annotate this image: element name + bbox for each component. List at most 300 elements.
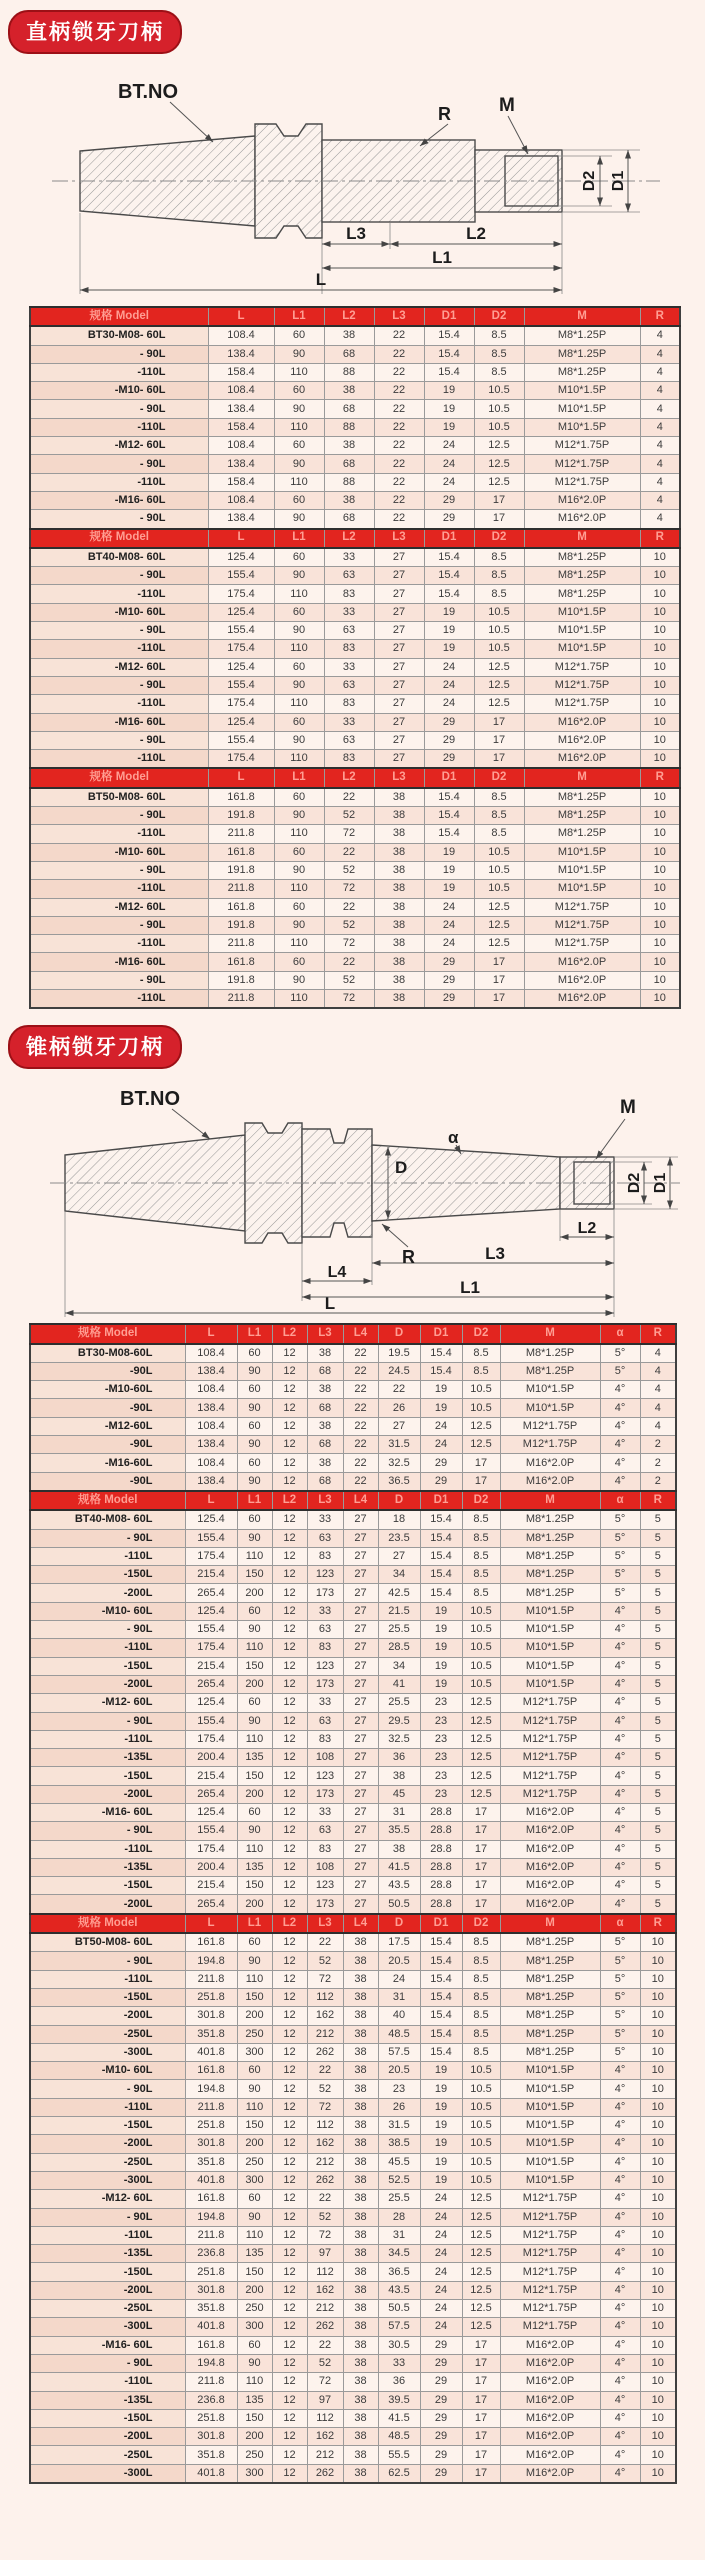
value-cell: 10 xyxy=(640,2208,676,2226)
value-cell: 4 xyxy=(640,491,680,509)
column-header: 规格 Model xyxy=(30,768,208,787)
model-cell: -M16- 60L xyxy=(30,1804,185,1822)
value-cell: 161.8 xyxy=(208,788,274,807)
value-cell: 5 xyxy=(640,1657,676,1675)
value-cell: 17 xyxy=(462,1454,500,1472)
value-cell: 27 xyxy=(343,1657,378,1675)
value-cell: 12.5 xyxy=(474,898,524,916)
value-cell: 4° xyxy=(600,2300,640,2318)
value-cell: 138.4 xyxy=(208,455,274,473)
value-cell: 12 xyxy=(272,1510,307,1529)
value-cell: 19 xyxy=(424,843,474,861)
model-cell: -110L xyxy=(30,2373,185,2391)
model-cell: - 90L xyxy=(30,1529,185,1547)
value-cell: 10 xyxy=(640,713,680,731)
value-cell: 15.4 xyxy=(420,2043,462,2061)
value-cell: 34.5 xyxy=(378,2245,420,2263)
model-cell: -110L xyxy=(30,640,208,658)
value-cell: M16*2.0P xyxy=(500,1858,600,1876)
value-cell: 10 xyxy=(640,788,680,807)
value-cell: 29 xyxy=(424,971,474,989)
value-cell: M10*1.5P xyxy=(500,2098,600,2116)
value-cell: 301.8 xyxy=(185,2281,237,2299)
value-cell: 17.5 xyxy=(378,1933,420,1952)
value-cell: 90 xyxy=(274,400,324,418)
value-cell: 90 xyxy=(274,807,324,825)
value-cell: 110 xyxy=(237,2098,272,2116)
value-cell: 23 xyxy=(420,1749,462,1767)
value-cell: 155.4 xyxy=(185,1712,237,1730)
value-cell: 17 xyxy=(474,510,524,529)
value-cell: 5° xyxy=(600,1566,640,1584)
value-cell: 27 xyxy=(343,1547,378,1565)
value-cell: 110 xyxy=(274,418,324,436)
column-header: D2 xyxy=(474,307,524,326)
value-cell: 194.8 xyxy=(185,1952,237,1970)
table-row xyxy=(30,1362,676,1380)
value-cell: 4 xyxy=(640,400,680,418)
value-cell: 251.8 xyxy=(185,2117,237,2135)
value-cell: 4° xyxy=(600,1472,640,1491)
value-cell: 22 xyxy=(374,473,424,491)
value-cell: 33 xyxy=(378,2354,420,2372)
table-row xyxy=(30,731,680,749)
value-cell: 27 xyxy=(343,1767,378,1785)
value-cell: 72 xyxy=(324,880,374,898)
value-cell: 28.8 xyxy=(420,1877,462,1895)
value-cell: 5° xyxy=(600,2007,640,2025)
model-cell: -250L xyxy=(30,2153,185,2171)
value-cell: 12.5 xyxy=(462,1712,500,1730)
value-cell: 5° xyxy=(600,1510,640,1529)
label-l3: L3 xyxy=(485,1244,505,1264)
value-cell: 24 xyxy=(424,916,474,934)
table-header-row xyxy=(30,529,680,548)
value-cell: 43.5 xyxy=(378,1877,420,1895)
value-cell: 63 xyxy=(307,1529,343,1547)
value-cell: 4 xyxy=(640,1399,676,1417)
model-cell: -110L xyxy=(30,1547,185,1565)
value-cell: M10*1.5P xyxy=(500,1621,600,1639)
value-cell: 5 xyxy=(640,1712,676,1730)
value-cell: 10 xyxy=(640,1988,676,2006)
model-cell: -150L xyxy=(30,2117,185,2135)
value-cell: 27 xyxy=(374,640,424,658)
table-row xyxy=(30,363,680,381)
value-cell: 4 xyxy=(640,1381,676,1399)
value-cell: 4° xyxy=(600,1621,640,1639)
value-cell: 10.5 xyxy=(474,603,524,621)
model-cell: -110L xyxy=(30,825,208,843)
value-cell: 19 xyxy=(420,1381,462,1399)
model-cell: -250L xyxy=(30,2300,185,2318)
value-cell: 41.5 xyxy=(378,2409,420,2427)
value-cell: 108.4 xyxy=(185,1454,237,1472)
model-cell: - 90L xyxy=(30,2208,185,2226)
value-cell: 48.5 xyxy=(378,2025,420,2043)
value-cell: 38 xyxy=(343,1933,378,1952)
value-cell: 23.5 xyxy=(378,1529,420,1547)
value-cell: 28.8 xyxy=(420,1840,462,1858)
value-cell: 15.4 xyxy=(424,363,474,381)
value-cell: 10.5 xyxy=(474,418,524,436)
value-cell: 38 xyxy=(374,825,424,843)
value-cell: 12 xyxy=(272,1602,307,1620)
table-header-row xyxy=(30,1914,676,1933)
section1-title-badge: 直柄锁牙刀柄 xyxy=(8,10,182,54)
value-cell: 35.5 xyxy=(378,1822,420,1840)
value-cell: 31 xyxy=(378,2226,420,2244)
value-cell: 110 xyxy=(274,695,324,713)
value-cell: M10*1.5P xyxy=(500,1602,600,1620)
column-header: α xyxy=(600,1491,640,1510)
value-cell: 108.4 xyxy=(185,1344,237,1363)
model-cell: -M12-60L xyxy=(30,1417,185,1435)
value-cell: 27 xyxy=(374,622,424,640)
value-cell: 12 xyxy=(272,1472,307,1491)
value-cell: 4° xyxy=(600,2354,640,2372)
value-cell: 60 xyxy=(274,603,324,621)
column-header: L1 xyxy=(237,1491,272,1510)
value-cell: 72 xyxy=(324,935,374,953)
table-row xyxy=(30,2245,676,2263)
value-cell: 45 xyxy=(378,1785,420,1803)
value-cell: 215.4 xyxy=(185,1566,237,1584)
value-cell: 4 xyxy=(640,510,680,529)
table-row xyxy=(30,1877,676,1895)
value-cell: M8*1.25P xyxy=(500,1547,600,1565)
value-cell: 8.5 xyxy=(462,1970,500,1988)
model-cell: -200L xyxy=(30,2428,185,2446)
value-cell: M10*1.5P xyxy=(500,2153,600,2171)
value-cell: 2 xyxy=(640,1454,676,1472)
table-row xyxy=(30,2464,676,2483)
value-cell: 23 xyxy=(378,2080,420,2098)
value-cell: 4° xyxy=(600,2409,640,2427)
value-cell: 4° xyxy=(600,2190,640,2208)
value-cell: 22 xyxy=(343,1399,378,1417)
value-cell: 40 xyxy=(378,2007,420,2025)
value-cell: 60 xyxy=(274,658,324,676)
model-cell: BT30-M08- 60L xyxy=(30,326,208,345)
value-cell: 38 xyxy=(343,2281,378,2299)
value-cell: 38 xyxy=(374,843,424,861)
value-cell: 10 xyxy=(640,1952,676,1970)
table-row xyxy=(30,2190,676,2208)
value-cell: M12*1.75P xyxy=(524,695,640,713)
value-cell: 60 xyxy=(237,1804,272,1822)
value-cell: 17 xyxy=(462,1858,500,1876)
value-cell: 173 xyxy=(307,1785,343,1803)
value-cell: 38 xyxy=(343,2117,378,2135)
value-cell: 211.8 xyxy=(185,2373,237,2391)
value-cell: 22 xyxy=(307,2190,343,2208)
value-cell: 19 xyxy=(424,880,474,898)
value-cell: 27 xyxy=(343,1639,378,1657)
value-cell: 4° xyxy=(600,1767,640,1785)
value-cell: 22 xyxy=(374,418,424,436)
table-row xyxy=(30,2336,676,2354)
value-cell: 38 xyxy=(324,382,374,400)
value-cell: 5 xyxy=(640,1840,676,1858)
value-cell: 63 xyxy=(324,622,374,640)
value-cell: 5° xyxy=(600,1362,640,1380)
column-header: L xyxy=(185,1491,237,1510)
value-cell: 27 xyxy=(343,1730,378,1748)
value-cell: 200 xyxy=(237,1895,272,1914)
value-cell: 236.8 xyxy=(185,2391,237,2409)
value-cell: 12 xyxy=(272,1970,307,1988)
model-cell: -M16-60L xyxy=(30,1454,185,1472)
value-cell: 12 xyxy=(272,1952,307,1970)
value-cell: M8*1.25P xyxy=(524,345,640,363)
model-cell: BT40-M08- 60L xyxy=(30,1510,185,1529)
value-cell: 12.5 xyxy=(462,1730,500,1748)
label-bt-no: BT.NO xyxy=(118,81,178,103)
value-cell: 110 xyxy=(274,640,324,658)
value-cell: 5 xyxy=(640,1785,676,1803)
value-cell: 161.8 xyxy=(185,2336,237,2354)
value-cell: M12*1.75P xyxy=(500,1730,600,1748)
value-cell: 8.5 xyxy=(462,1510,500,1529)
value-cell: 90 xyxy=(237,1472,272,1491)
value-cell: 12 xyxy=(272,1785,307,1803)
value-cell: 125.4 xyxy=(185,1602,237,1620)
model-cell: -M10- 60L xyxy=(30,382,208,400)
table-row xyxy=(30,1454,676,1472)
value-cell: 10 xyxy=(640,2245,676,2263)
value-cell: 22 xyxy=(343,1344,378,1363)
table-row xyxy=(30,1472,676,1491)
value-cell: 8.5 xyxy=(462,1344,500,1363)
value-cell: 27 xyxy=(343,1675,378,1693)
table-row xyxy=(30,1749,676,1767)
value-cell: 29 xyxy=(420,2373,462,2391)
value-cell: 38 xyxy=(343,2098,378,2116)
table-row xyxy=(30,1840,676,1858)
value-cell: 38 xyxy=(378,1767,420,1785)
value-cell: 28 xyxy=(378,2208,420,2226)
column-header: L3 xyxy=(374,529,424,548)
value-cell: 60 xyxy=(237,1381,272,1399)
value-cell: 211.8 xyxy=(208,989,274,1008)
value-cell: 90 xyxy=(237,1952,272,1970)
value-cell: M8*1.25P xyxy=(500,1970,600,1988)
value-cell: 194.8 xyxy=(185,2208,237,2226)
value-cell: 4 xyxy=(640,363,680,381)
table-row xyxy=(30,807,680,825)
value-cell: 27 xyxy=(374,676,424,694)
table-row xyxy=(30,1694,676,1712)
value-cell: 29 xyxy=(420,1454,462,1472)
value-cell: 5° xyxy=(600,1988,640,2006)
table-row xyxy=(30,2080,676,2098)
table-row xyxy=(30,622,680,640)
value-cell: 110 xyxy=(237,1970,272,1988)
value-cell: 28.8 xyxy=(420,1822,462,1840)
value-cell: 60 xyxy=(274,491,324,509)
table-row xyxy=(30,788,680,807)
value-cell: 401.8 xyxy=(185,2464,237,2483)
column-header: L1 xyxy=(237,1914,272,1933)
value-cell: 15.4 xyxy=(420,1344,462,1363)
value-cell: 4° xyxy=(600,1675,640,1693)
model-cell: -150L xyxy=(30,1877,185,1895)
model-cell: -110L xyxy=(30,1639,185,1657)
value-cell: 12 xyxy=(272,2464,307,2483)
model-cell: -110L xyxy=(30,880,208,898)
value-cell: 22 xyxy=(374,455,424,473)
table-row xyxy=(30,1785,676,1803)
table-row xyxy=(30,2263,676,2281)
model-cell: -250L xyxy=(30,2446,185,2464)
value-cell: 90 xyxy=(274,971,324,989)
value-cell: 88 xyxy=(324,363,374,381)
value-cell: M12*1.75P xyxy=(500,2208,600,2226)
table-row xyxy=(30,1566,676,1584)
table-row xyxy=(30,971,680,989)
value-cell: 24 xyxy=(424,935,474,953)
model-cell: -150L xyxy=(30,1566,185,1584)
value-cell: 211.8 xyxy=(208,880,274,898)
value-cell: M12*1.75P xyxy=(500,2281,600,2299)
value-cell: 138.4 xyxy=(185,1472,237,1491)
table-row xyxy=(30,1988,676,2006)
column-header: L xyxy=(208,529,274,548)
value-cell: 10 xyxy=(640,2336,676,2354)
value-cell: 155.4 xyxy=(208,622,274,640)
model-cell: -90L xyxy=(30,1399,185,1417)
value-cell: M16*2.0P xyxy=(524,713,640,731)
value-cell: 15.4 xyxy=(420,1988,462,2006)
column-header: D1 xyxy=(420,1914,462,1933)
value-cell: 123 xyxy=(307,1657,343,1675)
value-cell: 4° xyxy=(600,1417,640,1435)
value-cell: 108.4 xyxy=(185,1417,237,1435)
value-cell: 162 xyxy=(307,2007,343,2025)
value-cell: 251.8 xyxy=(185,2263,237,2281)
value-cell: 23 xyxy=(420,1712,462,1730)
value-cell: 4° xyxy=(600,1877,640,1895)
value-cell: 401.8 xyxy=(185,2318,237,2336)
value-cell: 10 xyxy=(640,2153,676,2171)
value-cell: M16*2.0P xyxy=(500,2446,600,2464)
value-cell: 4° xyxy=(600,1858,640,1876)
value-cell: M16*2.0P xyxy=(500,2336,600,2354)
value-cell: 25.5 xyxy=(378,2190,420,2208)
value-cell: 38 xyxy=(343,2080,378,2098)
value-cell: M12*1.75P xyxy=(500,2318,600,2336)
value-cell: 12 xyxy=(272,1584,307,1602)
value-cell: 38 xyxy=(374,898,424,916)
table-row xyxy=(30,418,680,436)
value-cell: 108.4 xyxy=(208,382,274,400)
value-cell: 4° xyxy=(600,2098,640,2116)
value-cell: 175.4 xyxy=(185,1730,237,1748)
value-cell: 12 xyxy=(272,2428,307,2446)
model-cell: -110L xyxy=(30,1840,185,1858)
value-cell: 19 xyxy=(420,1399,462,1417)
value-cell: 15.4 xyxy=(420,1547,462,1565)
value-cell: 90 xyxy=(237,1399,272,1417)
value-cell: 110 xyxy=(274,989,324,1008)
value-cell: 90 xyxy=(237,1529,272,1547)
table-row xyxy=(30,2098,676,2116)
value-cell: 200 xyxy=(237,2007,272,2025)
value-cell: 150 xyxy=(237,1877,272,1895)
value-cell: 43.5 xyxy=(378,2281,420,2299)
value-cell: 88 xyxy=(324,418,374,436)
value-cell: 15.4 xyxy=(424,585,474,603)
value-cell: 12.5 xyxy=(462,1767,500,1785)
value-cell: 12 xyxy=(272,1547,307,1565)
value-cell: 5° xyxy=(600,2043,640,2061)
value-cell: 29 xyxy=(420,2391,462,2409)
model-cell: -90L xyxy=(30,1436,185,1454)
value-cell: 12.5 xyxy=(474,473,524,491)
value-cell: 4° xyxy=(600,2373,640,2391)
value-cell: 12.5 xyxy=(474,455,524,473)
value-cell: 10 xyxy=(640,916,680,934)
model-cell: -M12- 60L xyxy=(30,437,208,455)
value-cell: 262 xyxy=(307,2171,343,2189)
value-cell: 110 xyxy=(237,2226,272,2244)
model-cell: -110L xyxy=(30,585,208,603)
model-cell: -110L xyxy=(30,935,208,953)
value-cell: 4° xyxy=(600,2117,640,2135)
value-cell: 12.5 xyxy=(462,1785,500,1803)
value-cell: 24 xyxy=(424,695,474,713)
value-cell: 155.4 xyxy=(208,567,274,585)
model-cell: -M12- 60L xyxy=(30,2190,185,2208)
value-cell: M12*1.75P xyxy=(524,916,640,934)
value-cell: 10 xyxy=(640,2428,676,2446)
value-cell: 10 xyxy=(640,935,680,953)
value-cell: 88 xyxy=(324,473,374,491)
value-cell: 4° xyxy=(600,2153,640,2171)
table-header-row xyxy=(30,1324,676,1343)
value-cell: M10*1.5P xyxy=(500,2117,600,2135)
value-cell: 110 xyxy=(237,1840,272,1858)
value-cell: 83 xyxy=(324,750,374,769)
value-cell: 83 xyxy=(307,1639,343,1657)
value-cell: M12*1.75P xyxy=(500,2300,600,2318)
value-cell: 12 xyxy=(272,2300,307,2318)
value-cell: 4° xyxy=(600,2391,640,2409)
value-cell: 112 xyxy=(307,1988,343,2006)
value-cell: 250 xyxy=(237,2025,272,2043)
model-cell: -M16- 60L xyxy=(30,491,208,509)
value-cell: 17 xyxy=(462,1877,500,1895)
value-cell: 60 xyxy=(274,548,324,567)
value-cell: 12 xyxy=(272,1822,307,1840)
table-row xyxy=(30,2135,676,2153)
value-cell: 5° xyxy=(600,1584,640,1602)
value-cell: 60 xyxy=(237,2336,272,2354)
value-cell: 155.4 xyxy=(208,731,274,749)
label-l1: L1 xyxy=(432,248,452,267)
value-cell: 135 xyxy=(237,1749,272,1767)
table-row xyxy=(30,437,680,455)
value-cell: 161.8 xyxy=(208,898,274,916)
value-cell: 20.5 xyxy=(378,1952,420,1970)
value-cell: 15.4 xyxy=(424,825,474,843)
value-cell: 4 xyxy=(640,455,680,473)
value-cell: 19 xyxy=(420,1657,462,1675)
value-cell: M12*1.75P xyxy=(500,2226,600,2244)
value-cell: 60 xyxy=(237,1454,272,1472)
model-cell: BT30-M08-60L xyxy=(30,1344,185,1363)
